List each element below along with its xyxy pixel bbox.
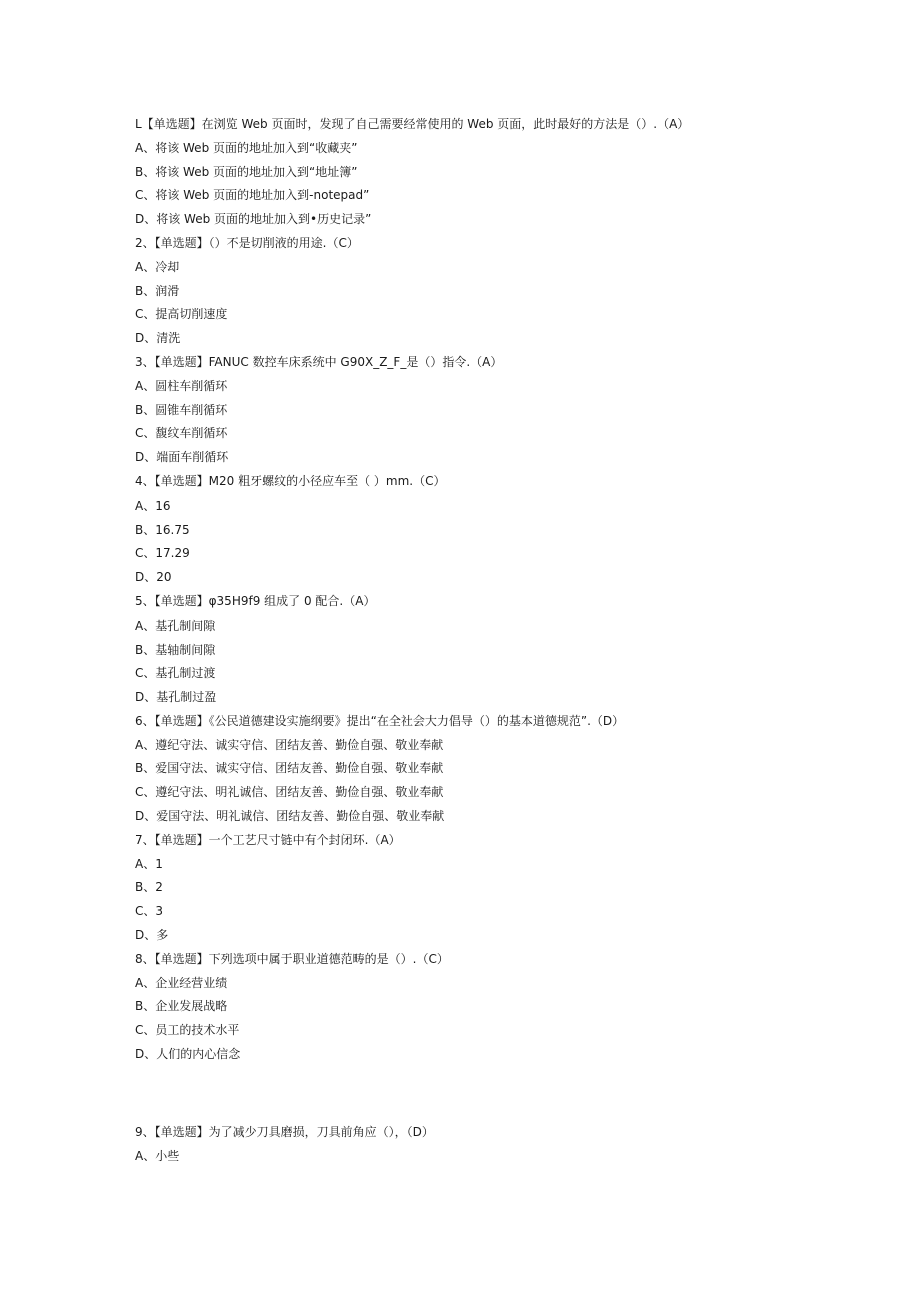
question-5-option-b: B、基轴制间隙 — [135, 643, 216, 657]
question-2-option-d: D、清洗 — [135, 331, 181, 345]
question-5-option-a: A、基孔制间隙 — [135, 619, 216, 633]
question-4-option-d: D、20 — [135, 570, 172, 584]
question-7-option-a: A、1 — [135, 857, 163, 871]
question-6-stem: 6、【单选题】《公民道德建设实施纲要》提出“在全社会大力倡导（）的基本道德规范”.（D） — [135, 714, 625, 728]
question-2-option-b: B、润滑 — [135, 284, 180, 298]
question-3-option-d: D、端面车削循环 — [135, 450, 229, 464]
question-6-option-c: C、遵纪守法、明礼诚信、团结友善、勤俭自强、敬业奉献 — [135, 785, 444, 799]
question-8-option-d: D、人们的内心信念 — [135, 1047, 241, 1061]
question-9-option-a: A、小些 — [135, 1149, 180, 1163]
question-1-stem: L【单选题】在浏览 Web 页面时，发现了自己需要经常使用的 Web 页面，此时最好的方法是（）.（A） — [135, 117, 690, 131]
question-4-stem: 4、【单选题】M20 粗牙螺纹的小径应车至（ ）mm.（C） — [135, 474, 446, 488]
question-8-option-a: A、企业经营业绩 — [135, 976, 228, 990]
question-1-option-a: A、将该 Web 页面的地址加入到“收藏夹” — [135, 141, 358, 155]
question-8-stem: 8、【单选题】下列选项中属于职业道德范畴的是（）.（C） — [135, 952, 449, 966]
question-5-stem: 5、【单选题】φ35H9f9 组成了 0 配合.（A） — [135, 594, 376, 608]
question-4-option-c: C、17.29 — [135, 546, 190, 560]
question-4-option-a: A、16 — [135, 499, 171, 513]
question-5-option-d: D、基孔制过盈 — [135, 690, 217, 704]
question-5-option-c: C、基孔制过渡 — [135, 666, 216, 680]
question-3-stem: 3、【单选题】FANUC 数控车床系统中 G90X_Z_F_是（）指令.（A） — [135, 355, 503, 369]
question-8-option-b: B、企业发展战略 — [135, 999, 228, 1013]
question-6-option-a: A、遵纪守法、诚实守信、团结友善、勤俭自强、敬业奉献 — [135, 738, 444, 752]
question-3-option-b: B、圆锥车削循环 — [135, 403, 228, 417]
question-6-option-b: B、爱国守法、诚实守信、团结友善、勤俭自强、敬业奉献 — [135, 761, 444, 775]
question-7-option-b: B、2 — [135, 880, 163, 894]
question-7-option-c: C、3 — [135, 904, 164, 918]
question-6-option-d: D、爱国守法、明礼诚信、团结友善、勤俭自强、敬业奉献 — [135, 809, 445, 823]
question-2-option-c: C、提高切削速度 — [135, 307, 228, 321]
question-2-option-a: A、冷却 — [135, 260, 180, 274]
question-3-option-a: A、圆柱车削循环 — [135, 379, 228, 393]
question-8-option-c: C、员工的技术水平 — [135, 1023, 240, 1037]
question-4-option-b: B、16.75 — [135, 523, 190, 537]
question-2-stem: 2、【单选题】（）不是切削液的用途.（C） — [135, 236, 359, 250]
question-1-option-d: D、将该 Web 页面的地址加入到•历史记录” — [135, 212, 372, 226]
question-1-option-b: B、将该 Web 页面的地址加入到“地址簿” — [135, 165, 358, 179]
question-3-option-c: C、馥纹车削循环 — [135, 426, 228, 440]
question-7-stem: 7、【单选题】一个工艺尺寸链中有个封闭环.（A） — [135, 833, 401, 847]
question-9-stem: 9、【单选题】为了减少刀具磨损，刀具前角应（），（D） — [135, 1125, 434, 1139]
question-7-option-d: D、多 — [135, 928, 169, 942]
question-1-option-c: C、将该 Web 页面的地址加入到-notepad” — [135, 188, 370, 202]
